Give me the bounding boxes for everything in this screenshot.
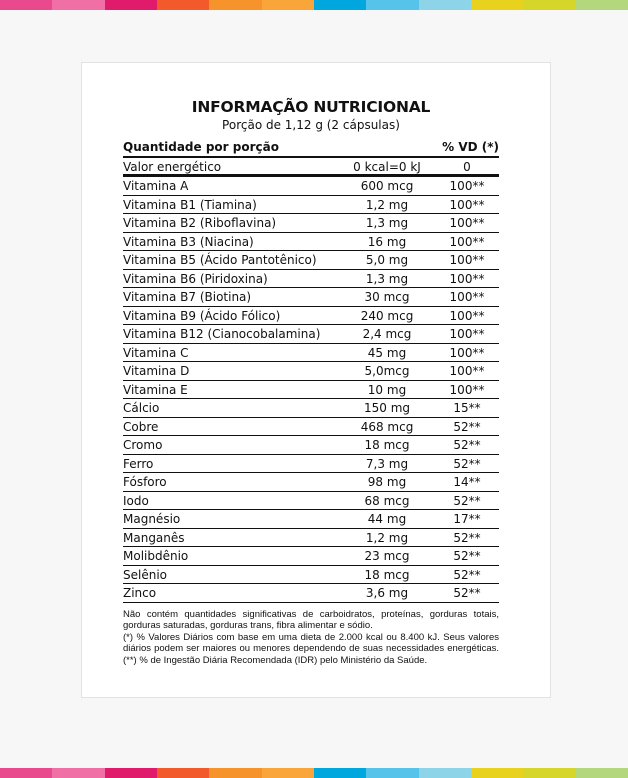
nutrient-quantity: 18 mcg xyxy=(364,567,410,582)
stripe-segment xyxy=(209,768,261,778)
stripe-segment xyxy=(0,0,52,10)
nutrient-quantity: 7,3 mg xyxy=(365,456,409,471)
stripe-segment xyxy=(576,0,628,10)
energy-row xyxy=(123,158,499,177)
nutrient-daily-value: 100** xyxy=(449,327,485,341)
stripe-segment xyxy=(105,0,157,10)
stripe-segment xyxy=(523,768,575,778)
nutrient-name: Ferro xyxy=(123,456,154,471)
nutrient-quantity: 240 mcg xyxy=(360,308,414,323)
nutrient-row xyxy=(123,362,499,381)
nutrient-quantity: 98 mg xyxy=(367,475,407,489)
stripe-segment xyxy=(52,768,104,778)
stripe-segment xyxy=(105,768,157,778)
bottom-color-stripe xyxy=(0,768,628,778)
nutrient-name: Vitamina B6 (Piridoxina) xyxy=(123,271,268,286)
nutrient-daily-value: 0 xyxy=(463,160,471,174)
nutrient-daily-value: 100** xyxy=(449,271,485,286)
nutrient-quantity: 1,3 mg xyxy=(365,271,409,286)
nutrient-daily-value: 52** xyxy=(453,586,481,600)
nutrient-name: Molibdênio xyxy=(123,549,189,563)
nutrient-row xyxy=(123,177,499,196)
nutrient-name: Magnésio xyxy=(123,512,181,526)
nutrition-facts-panel xyxy=(123,97,499,666)
nutrient-daily-value: 52** xyxy=(453,549,481,563)
nutrient-name: Selênio xyxy=(123,567,167,582)
nutrient-row xyxy=(123,233,499,252)
stripe-segment xyxy=(262,768,314,778)
nutrient-daily-value: 52** xyxy=(453,438,481,452)
nutrient-quantity: 1,2 mg xyxy=(365,197,409,212)
nutrient-name: Vitamina B2 (Riboflavina) xyxy=(123,216,277,230)
nutrient-daily-value: 100** xyxy=(449,216,485,230)
nutrient-quantity: 600 mcg xyxy=(360,179,414,193)
nutrient-quantity: 68 mcg xyxy=(364,493,410,508)
nutrient-row xyxy=(123,418,499,437)
nutrient-row xyxy=(123,307,499,326)
label-title: INFORMAÇÃO NUTRICIONAL xyxy=(191,98,431,116)
nutrient-daily-value: 100** xyxy=(449,308,485,323)
nutrient-name: Iodo xyxy=(123,493,149,508)
nutrient-row xyxy=(123,251,499,270)
stripe-segment xyxy=(157,0,209,10)
nutrient-row xyxy=(123,455,499,474)
nutrient-daily-value: 100** xyxy=(449,234,485,249)
nutrient-daily-value: 52** xyxy=(453,419,481,434)
nutrient-daily-value: 100** xyxy=(449,345,485,360)
nutrient-daily-value: 52** xyxy=(453,530,481,545)
header-quantity-per-portion: Quantidade por porção xyxy=(123,140,279,154)
top-color-stripe xyxy=(0,0,628,10)
nutrient-row xyxy=(123,214,499,233)
stripe-segment xyxy=(314,768,366,778)
stripe-segment xyxy=(52,0,104,10)
nutrient-quantity: 3,6 mg xyxy=(365,586,409,600)
stripe-segment xyxy=(209,0,261,10)
nutrient-name: Vitamina B5 (Ácido Pantotênico) xyxy=(123,253,317,267)
nutrient-quantity: 0 kcal=0 kJ xyxy=(353,160,421,174)
nutrient-quantity: 5,0 mg xyxy=(365,253,409,267)
nutrient-name: Vitamina C xyxy=(123,345,189,360)
nutrient-daily-value: 100** xyxy=(449,382,485,397)
nutrient-quantity: 30 mcg xyxy=(364,290,410,304)
nutrient-quantity: 23 mcg xyxy=(364,549,410,563)
nutrient-row xyxy=(123,325,499,344)
nutrient-quantity: 2,4 mcg xyxy=(362,327,412,341)
table-header xyxy=(123,138,499,158)
nutrient-quantity: 5,0mcg xyxy=(364,364,410,378)
nutrient-name: Cromo xyxy=(123,438,163,452)
nutrient-row xyxy=(123,529,499,548)
nutrient-daily-value: 14** xyxy=(453,475,481,489)
nutrient-name: Fósforo xyxy=(123,475,167,489)
nutrient-daily-value: 15** xyxy=(453,401,481,415)
stripe-segment xyxy=(0,768,52,778)
nutrient-name: Vitamina B1 (Tiamina) xyxy=(123,197,257,212)
nutrient-quantity: 1,2 mg xyxy=(365,530,409,545)
nutrient-name: Valor energético xyxy=(123,160,222,174)
portion-size: Porção de 1,12 g (2 cápsulas) xyxy=(222,118,400,132)
nutrient-quantity: 10 mg xyxy=(367,382,407,397)
nutrient-name: Vitamina B9 (Ácido Fólico) xyxy=(123,308,281,323)
nutrient-daily-value: 17** xyxy=(453,512,481,526)
nutrient-daily-value: 52** xyxy=(453,567,481,582)
stripe-segment xyxy=(419,0,471,10)
footnote-insignificant: Não contém quantidades significativas de carboidratos, proteínas, gorduras totais, gorduras saturadas, gorduras trans, fibra alimentar e sódio. xyxy=(123,608,499,631)
nutrient-daily-value: 100** xyxy=(449,197,485,212)
nutrient-daily-value: 52** xyxy=(453,493,481,508)
nutrient-quantity: 45 mg xyxy=(367,345,407,360)
nutrient-row xyxy=(123,473,499,492)
nutrient-row xyxy=(123,547,499,566)
nutrient-quantity: 18 mcg xyxy=(364,438,410,452)
nutrient-row xyxy=(123,196,499,215)
stripe-segment xyxy=(314,0,366,10)
nutrient-quantity: 44 mg xyxy=(367,512,407,526)
nutrient-name: Vitamina A xyxy=(123,179,189,193)
nutrient-daily-value: 100** xyxy=(449,364,485,378)
stripe-segment xyxy=(366,768,418,778)
nutrient-quantity: 16 mg xyxy=(367,234,407,249)
nutrient-row xyxy=(123,288,499,307)
nutrient-name: Vitamina D xyxy=(123,364,190,378)
nutrient-daily-value: 100** xyxy=(449,179,485,193)
stripe-segment xyxy=(262,0,314,10)
nutrient-name: Cobre xyxy=(123,419,159,434)
stripe-segment xyxy=(523,0,575,10)
nutrient-daily-value: 52** xyxy=(453,456,481,471)
nutrient-name: Manganês xyxy=(123,530,185,545)
nutrition-label-card xyxy=(81,62,551,698)
nutrient-row xyxy=(123,584,499,603)
nutrient-list xyxy=(123,177,499,603)
nutrient-row xyxy=(123,399,499,418)
nutrient-quantity: 468 mcg xyxy=(360,419,414,434)
stripe-segment xyxy=(576,768,628,778)
stripe-segment xyxy=(366,0,418,10)
footnotes xyxy=(123,609,499,667)
stripe-segment xyxy=(419,768,471,778)
nutrient-name: Vitamina B3 (Niacina) xyxy=(123,234,254,249)
header-daily-value: % VD (*) xyxy=(442,140,499,154)
nutrient-row xyxy=(123,436,499,455)
nutrient-name: Zinco xyxy=(123,586,157,600)
nutrient-row xyxy=(123,344,499,363)
stripe-segment xyxy=(471,0,523,10)
footnote-daily-values: (*) % Valores Diários com base em uma dieta de 2.000 kcal ou 8.400 kJ. Seus valores diários podem ser maiores ou menores dependendo de suas necessidades energéticas. (**) % de Ingestão Diária Recomendada (IDR) pelo Ministério da Saúde. xyxy=(123,631,499,666)
nutrient-quantity: 150 mg xyxy=(363,401,411,415)
nutrient-quantity: 1,3 mg xyxy=(365,216,409,230)
stripe-segment xyxy=(471,768,523,778)
nutrient-row xyxy=(123,270,499,289)
nutrient-row xyxy=(123,492,499,511)
nutrient-name: Vitamina E xyxy=(123,382,188,397)
nutrient-name: Vitamina B12 (Cianocobalamina) xyxy=(123,327,321,341)
stripe-segment xyxy=(157,768,209,778)
nutrient-row xyxy=(123,381,499,400)
nutrient-row xyxy=(123,566,499,585)
nutrient-daily-value: 100** xyxy=(449,253,485,267)
nutrient-name: Cálcio xyxy=(123,401,160,415)
nutrient-name: Vitamina B7 (Biotina) xyxy=(123,290,252,304)
nutrient-daily-value: 100** xyxy=(449,290,485,304)
nutrient-row xyxy=(123,510,499,529)
